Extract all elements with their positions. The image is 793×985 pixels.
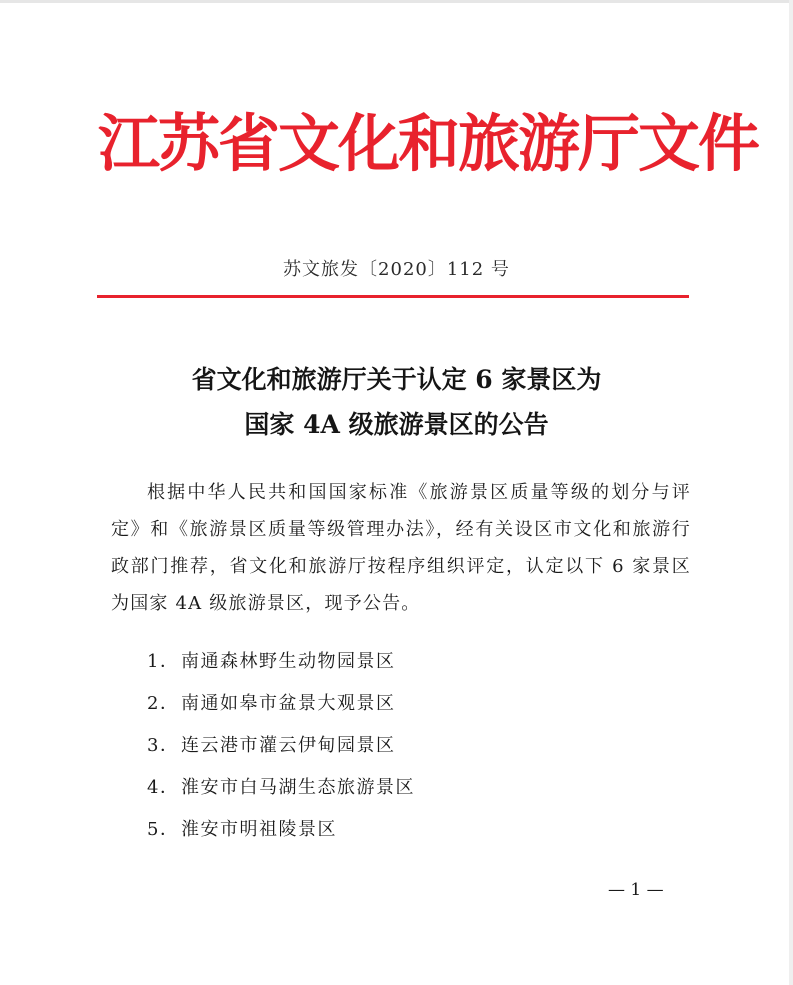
body-paragraph: 根据中华人民共和国国家标准《旅游景区质量等级的划分与评定》和《旅游景区质量等级管理办法》，经有关设区市文化和旅游行政部门推荐，省文化和旅游厅按程序组织评定，认定以下 6 家景区为国家 4A 级旅游景区，现予公告。 xyxy=(111,482,691,614)
scenic-area-list xyxy=(147,641,687,851)
list-item xyxy=(147,809,687,851)
list-item-name: 淮安市明祖陵景区 xyxy=(181,819,337,840)
page-top-edge xyxy=(0,0,793,3)
list-item-number: 1． xyxy=(147,651,180,672)
list-item-name: 连云港市灌云伊甸园景区 xyxy=(181,735,396,756)
list-item-number: 2． xyxy=(147,693,180,714)
red-separator-line xyxy=(97,295,689,298)
list-item-name: 南通如皋市盆景大观景区 xyxy=(181,693,396,714)
page-right-edge xyxy=(789,0,793,985)
list-item xyxy=(147,683,687,725)
list-item-number: 5． xyxy=(147,819,180,840)
list-item xyxy=(147,641,687,683)
document-number: 苏文旅发〔2020〕112 号 xyxy=(283,259,510,280)
page-number: — 1 — xyxy=(608,880,664,900)
list-item-number: 3． xyxy=(147,735,180,756)
issuing-authority-header: 江苏省文化和旅游厅文件 xyxy=(98,107,759,180)
list-item xyxy=(147,767,687,809)
notice-title-line-1: 省文化和旅游厅关于认定 6 家景区为 xyxy=(191,365,602,394)
notice-title xyxy=(0,357,793,447)
list-item-name: 淮安市白马湖生态旅游景区 xyxy=(181,777,415,798)
list-item-name: 南通森林野生动物园景区 xyxy=(181,651,396,672)
list-item-number: 4． xyxy=(147,777,180,798)
notice-title-line-2: 国家 4A 级旅游景区的公告 xyxy=(244,410,549,439)
list-item xyxy=(147,725,687,767)
body-text xyxy=(111,474,691,622)
